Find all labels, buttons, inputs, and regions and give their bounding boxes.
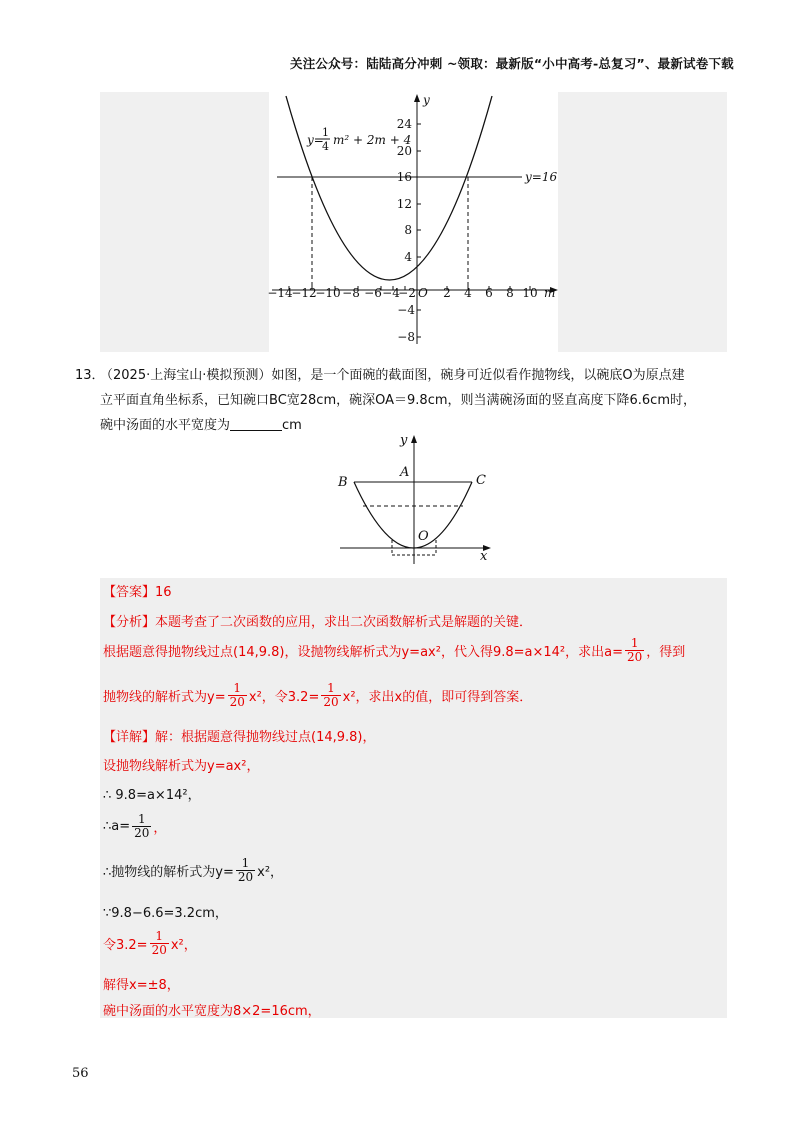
y-tick: −4 (397, 303, 415, 317)
y-tick: −8 (397, 330, 415, 344)
answer-blank (230, 417, 282, 431)
question-line-1: （2025·上海宝山·模拟预测）如图，是一个面碗的截面图，碗身可近似看作抛物线，以碗底O为原点建 (100, 368, 685, 383)
x-tick: 10 (522, 286, 538, 300)
detail-step-4-a: ∴抛物线的解析式为y= (103, 865, 234, 880)
fraction (625, 637, 644, 664)
point-o-label: O (418, 529, 429, 544)
y-tick: 20 (396, 144, 412, 158)
fraction-numerator: 1 (236, 857, 255, 871)
fraction-denominator: 20 (237, 870, 254, 884)
unit-text: cm (282, 418, 302, 433)
fraction-denominator: 20 (134, 826, 150, 840)
equation-suffix: m² + 2m + 4 (333, 133, 412, 147)
fraction-numerator: 1 (132, 813, 151, 827)
x-tick: 2 (443, 286, 451, 300)
x-tick: 6 (485, 286, 493, 300)
detail-step-4-b: x²， (257, 865, 284, 880)
detail-step-4 (103, 857, 283, 884)
x-tick: −14 (267, 286, 293, 300)
fraction-numerator: 1 (321, 682, 340, 696)
question-line-3 (100, 414, 302, 433)
origin-label: O (418, 286, 428, 300)
detail-step-3-b: ， (153, 821, 167, 836)
detail-step-6-b: x²， (170, 938, 197, 953)
equation-den: 4 (322, 140, 329, 153)
x-tick: −10 (315, 286, 341, 300)
analysis-text-2b: x²，令3.2= (248, 690, 320, 705)
y-tick: 8 (404, 223, 412, 237)
fraction (321, 682, 340, 709)
fraction-numerator: 1 (150, 930, 169, 944)
fraction-denominator: 20 (229, 695, 245, 709)
fraction-numerator: 1 (625, 637, 644, 651)
detail-step-5 (103, 902, 228, 921)
fraction-denominator: 20 (323, 695, 339, 709)
fraction (132, 813, 151, 840)
x-tick: −6 (364, 286, 382, 300)
point-c-label: C (476, 473, 486, 488)
detail-step-1 (103, 755, 259, 774)
answer-line (103, 581, 172, 600)
point-a-label: A (400, 465, 410, 480)
equation-num: 1 (322, 126, 329, 139)
question-number: 13． (75, 368, 105, 383)
analysis-text-2a: 抛物线的解析式为y= (103, 690, 226, 705)
answer-text: 【答案】16 (103, 585, 172, 600)
hline-label: y=16 (525, 170, 558, 184)
detail-step-2: ∴ 9.8=a×14²， (103, 788, 201, 803)
detail-step-3-a: ∴a= (103, 819, 131, 834)
y-tick: 16 (396, 170, 412, 184)
fraction (228, 682, 247, 709)
fraction (236, 857, 255, 884)
x-tick: −12 (291, 286, 317, 300)
analysis-line: 【分析】本题考查了二次函数的应用，求出二次函数解析式是解题的关键． (103, 615, 533, 630)
x-tick: −2 (398, 286, 416, 300)
detail-step-1-text: 设抛物线解析式为y=ax²， (103, 759, 260, 774)
analysis-detail-2 (103, 682, 532, 709)
page-header: 关注公众号：陆陆高分冲刺 ~领取：最新版“小中高考-总复习”、最新试卷下载 (290, 56, 734, 71)
page-number: 56 (72, 1066, 89, 1081)
x-axis-label: x (480, 549, 488, 564)
analysis-text-1: 根据题意得抛物线过点(14,9.8)，设抛物线解析式为y=ax²，代入得9.8=a×14²，求出a= (103, 645, 623, 660)
y-axis-label: y (400, 433, 408, 448)
parabola-curve (286, 96, 492, 280)
y-tick: 4 (404, 250, 412, 264)
y-tick: 12 (396, 197, 412, 211)
fraction-denominator: 20 (151, 943, 167, 957)
point-b-label: B (338, 475, 348, 490)
detail-header (103, 726, 376, 745)
x-tick: 8 (506, 286, 514, 300)
detail-step-6 (103, 930, 197, 957)
analysis-detail-1 (103, 637, 685, 664)
y-axis-label: y (423, 93, 430, 107)
y-tick: 24 (396, 117, 412, 131)
question-line-2: 立平面直角坐标系，已知碗口BC宽28cm，碗深OA＝9.8cm，则当满碗汤面的竖直高度下降6.6cm时， (100, 393, 696, 408)
detail-step-8: 碗中汤面的水平宽度为8×2=16cm， (103, 1004, 321, 1019)
detail-step-5-text: ∵9.8−6.6=3.2cm， (103, 906, 228, 921)
analysis-text-2c: x²，求出x的值，即可得到答案． (342, 690, 533, 705)
x-axis-label: m (544, 286, 556, 300)
question-line-3-text: 碗中汤面的水平宽度为 (100, 418, 231, 433)
detail-text: 【详解】解：根据题意得抛物线过点(14,9.8)， (103, 730, 376, 745)
detail-step-3 (103, 813, 166, 840)
bowl-figure (330, 432, 500, 567)
fraction (150, 930, 169, 957)
bowl-curve (354, 482, 472, 548)
x-tick: −4 (382, 286, 400, 300)
analysis-text-1-end: ，得到 (646, 645, 686, 660)
parabola-graph (100, 92, 727, 352)
fraction-numerator: 1 (228, 682, 247, 696)
x-tick: −8 (342, 286, 360, 300)
x-tick: 4 (464, 286, 472, 300)
equation-prefix: y= (307, 133, 324, 147)
detail-step-6-a: 令3.2= (103, 938, 148, 953)
fraction-denominator: 20 (627, 650, 643, 664)
detail-step-7: 解得x=±8， (103, 978, 180, 993)
